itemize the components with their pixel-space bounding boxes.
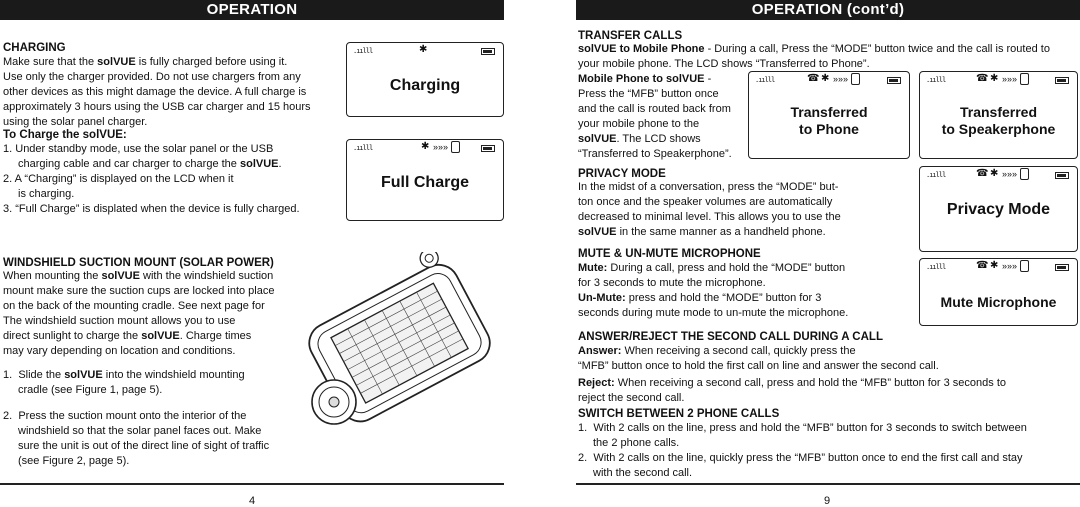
battery-icon [1055, 264, 1069, 271]
mobile-phone-icon [1020, 260, 1029, 272]
text-line: Use only the charger provided. Do not use chargers from any [3, 71, 301, 83]
text-line: using the solar panel charger. [3, 116, 148, 128]
signal-bars-icon: .ıılll [353, 144, 373, 152]
charging-body [3, 55, 343, 130]
lcd-full-charge [346, 139, 504, 221]
text: . The LCD shows [616, 133, 701, 145]
step-number: 3. [3, 203, 13, 215]
text: is fully charged before using it. [135, 56, 288, 68]
text-line: seconds during mute mode to un-mute the microphone. [578, 307, 849, 319]
switch-body [578, 421, 1078, 481]
privacy-body [578, 180, 908, 240]
brand-text: solVUE [64, 369, 103, 381]
text-line: Press the “MFB” button once [578, 88, 719, 100]
battery-icon [1055, 77, 1069, 84]
text: Make sure that the [3, 56, 98, 68]
lcd-message: Charging [389, 77, 461, 94]
mount-body [3, 269, 303, 359]
mobile-phone-icon [1020, 168, 1029, 180]
text-line: on the back of the mounting cradle. See next page for [3, 300, 265, 312]
text: A “Charging” is displayed on the LCD when it [14, 173, 234, 185]
mute-heading: MUTE & UN-MUTE MICROPHONE [578, 248, 761, 260]
charge-subheading: To Charge the solVUE: [3, 129, 127, 141]
text: When mounting the [3, 270, 102, 282]
lcd-message: Privacy Mode [946, 201, 1051, 218]
mount-step-1 [3, 368, 303, 398]
brand-text: solVUE [97, 56, 136, 68]
text: is charging. [18, 188, 75, 200]
text: - [704, 73, 712, 85]
handset-icon: ☎ [976, 168, 989, 179]
battery-icon [481, 145, 495, 152]
bluetooth-icon: ✱ [990, 168, 999, 179]
text: in the same manner as a handheld phone. [616, 226, 826, 238]
text: . Charge times [179, 330, 252, 342]
text-line: other devices as this might damage the device. A full charge is [3, 86, 307, 98]
handset-icon: ☎ [976, 73, 989, 84]
lcd-message-line2: to Speakerphone [941, 121, 1056, 137]
bluetooth-icon: ✱ [990, 73, 999, 84]
mute-body [578, 261, 908, 321]
battery-icon [887, 77, 901, 84]
page-number: 9 [824, 495, 831, 507]
text: “Full Charge” is displated when the device is fully charged. [15, 203, 300, 215]
text-line: may vary depending on location and conditions. [3, 345, 236, 357]
charge-steps [3, 142, 343, 217]
page-banner-left: OPERATION [0, 0, 504, 20]
lcd-message: Full Charge [380, 174, 469, 191]
transfer-arrows-icon: »»» [1002, 74, 1018, 84]
brand-text: solVUE [239, 158, 279, 170]
mobile-phone-icon [451, 141, 460, 153]
signal-bars-icon: .ıılll [755, 76, 775, 84]
text-line: reject the second call. [578, 392, 685, 404]
lcd-message: Mute Microphone [940, 294, 1057, 310]
charging-heading: CHARGING [3, 42, 66, 54]
text: press and hold the “MODE” button for 3 [625, 292, 822, 304]
text: with the second call. [593, 467, 693, 479]
text: With 2 calls on the line, quickly press the “MFB” button once to end the first call and stay [593, 452, 1023, 464]
step-number: 2. [3, 173, 13, 185]
transfer-arrows-icon: »»» [833, 74, 849, 84]
text-line: and the call is routed back from [578, 103, 731, 115]
transfer-arrows-icon: »»» [1002, 261, 1018, 271]
text: When receiving a second call, quickly press the [621, 345, 856, 357]
signal-bars-icon: .ıılll [353, 47, 373, 55]
lcd-transferred-speakerphone [919, 71, 1078, 159]
text-line: for 3 seconds to mute the microphone. [578, 277, 766, 289]
lcd-privacy-mode [919, 166, 1078, 252]
text: cradle (see Figure 1, page 5). [18, 384, 163, 396]
lcd-transferred-phone [748, 71, 910, 159]
text-line: mount make sure the suction cups are locked into place [3, 285, 275, 297]
lcd-message-line2: to Phone [799, 121, 859, 137]
lcd-message-line1: Transferred [790, 104, 868, 120]
switch-heading: SWITCH BETWEEN 2 PHONE CALLS [578, 408, 780, 420]
text: - During a call, Press the “MODE” button twice and the call is routed to [704, 43, 1050, 55]
mobile-phone-icon [851, 73, 860, 85]
text: Slide the [18, 369, 65, 381]
text: with the windshield suction [139, 270, 274, 282]
signal-bars-icon: .ıılll [926, 263, 946, 271]
text: Press the suction mount onto the interior of the [18, 410, 247, 422]
text-line: The windshield suction mount allows you to use [3, 315, 236, 327]
lcd-mute-microphone [919, 258, 1078, 326]
step-number: 1. [578, 422, 588, 434]
mobile-phone-icon [1020, 73, 1029, 85]
transfer-back-body [578, 72, 748, 162]
text: the 2 phone calls. [593, 437, 680, 449]
signal-bars-icon: .ıılll [926, 171, 946, 179]
bold-label: Mute: [578, 262, 608, 274]
solar-mount-illustration [300, 252, 500, 434]
bold-label: Answer: [578, 345, 622, 357]
text-line: your mobile phone. The LCD shows “Transferred to Phone”. [578, 58, 870, 70]
lcd-message-line1: Transferred [959, 104, 1038, 120]
text-line: ton once and the speaker volumes are automatically [578, 196, 833, 208]
step-number: 2. [3, 410, 13, 422]
transfer-arrows-icon: »»» [433, 142, 449, 152]
step-number: 2. [578, 452, 588, 464]
bold-label: Mobile Phone to solVUE [578, 73, 705, 85]
text: direct sunlight to charge the [3, 330, 142, 342]
text: With 2 calls on the line, press and hold the “MFB” button for 3 seconds to switch between [593, 422, 1027, 434]
transfer-body [578, 42, 1078, 72]
battery-icon [481, 48, 495, 55]
bluetooth-icon: ✱ [421, 141, 430, 152]
brand-text: solVUE [141, 330, 180, 342]
step-number: 1. [3, 143, 13, 155]
bold-label: Un-Mute: [578, 292, 626, 304]
transfer-heading: TRANSFER CALLS [578, 30, 683, 42]
text-line: “Transferred to Speakerphone”. [578, 148, 732, 160]
text-line: approximately 3 hours using the USB car charger and 15 hours [3, 101, 311, 113]
bluetooth-icon: ✱ [419, 44, 428, 55]
text: charging cable and car charger to charge the [18, 158, 240, 170]
answer-reject-body [578, 344, 1078, 406]
mount-heading: WINDSHIELD SUCTION MOUNT (SOLAR POWER) [3, 257, 274, 269]
handset-icon: ☎ [976, 260, 989, 271]
text: windshield so that the solar panel faces out. Make [18, 425, 262, 437]
brand-text: solVUE [578, 133, 617, 145]
battery-icon [1055, 172, 1069, 179]
transfer-arrows-icon: »»» [1002, 169, 1018, 179]
page-banner-right: OPERATION (cont’d) [576, 0, 1080, 20]
footer-rule-left [0, 483, 504, 485]
privacy-heading: PRIVACY MODE [578, 168, 666, 180]
text: sure the unit is out of the direct line of sight of traffic [18, 440, 270, 452]
text: When receiving a second call, press and hold the “MFB” button for 3 seconds to [614, 377, 1007, 389]
bold-label: solVUE to Mobile Phone [578, 43, 705, 55]
bluetooth-icon: ✱ [990, 260, 999, 271]
brand-text: solVUE [578, 226, 617, 238]
handset-icon: ☎ [807, 73, 820, 84]
answer-reject-heading: ANSWER/REJECT THE SECOND CALL DURING A CALL [578, 331, 883, 343]
step-number: 1. [3, 369, 13, 381]
text-line: In the midst of a conversation, press the “MODE” but- [578, 181, 839, 193]
lcd-charging [346, 42, 504, 117]
text-line: decreased to minimal level. This allows you to use the [578, 211, 841, 223]
page-number: 4 [249, 495, 256, 507]
text: Under standby mode, use the solar panel or the USB [15, 143, 274, 155]
signal-bars-icon: .ıılll [926, 76, 946, 84]
text-line: “MFB” button once to hold the first call on line and answer the second call. [578, 360, 939, 372]
text: (see Figure 2, page 5). [18, 455, 130, 467]
bold-label: Reject: [578, 377, 615, 389]
bluetooth-icon: ✱ [821, 73, 830, 84]
mount-step-2 [3, 409, 303, 469]
text: During a call, press and hold the “MODE” button [607, 262, 846, 274]
text: into the windshield mounting [102, 369, 245, 381]
footer-rule-right [576, 483, 1080, 485]
brand-text: solVUE [101, 270, 140, 282]
text: . [278, 158, 282, 170]
text-line: your mobile phone to the [578, 118, 700, 130]
